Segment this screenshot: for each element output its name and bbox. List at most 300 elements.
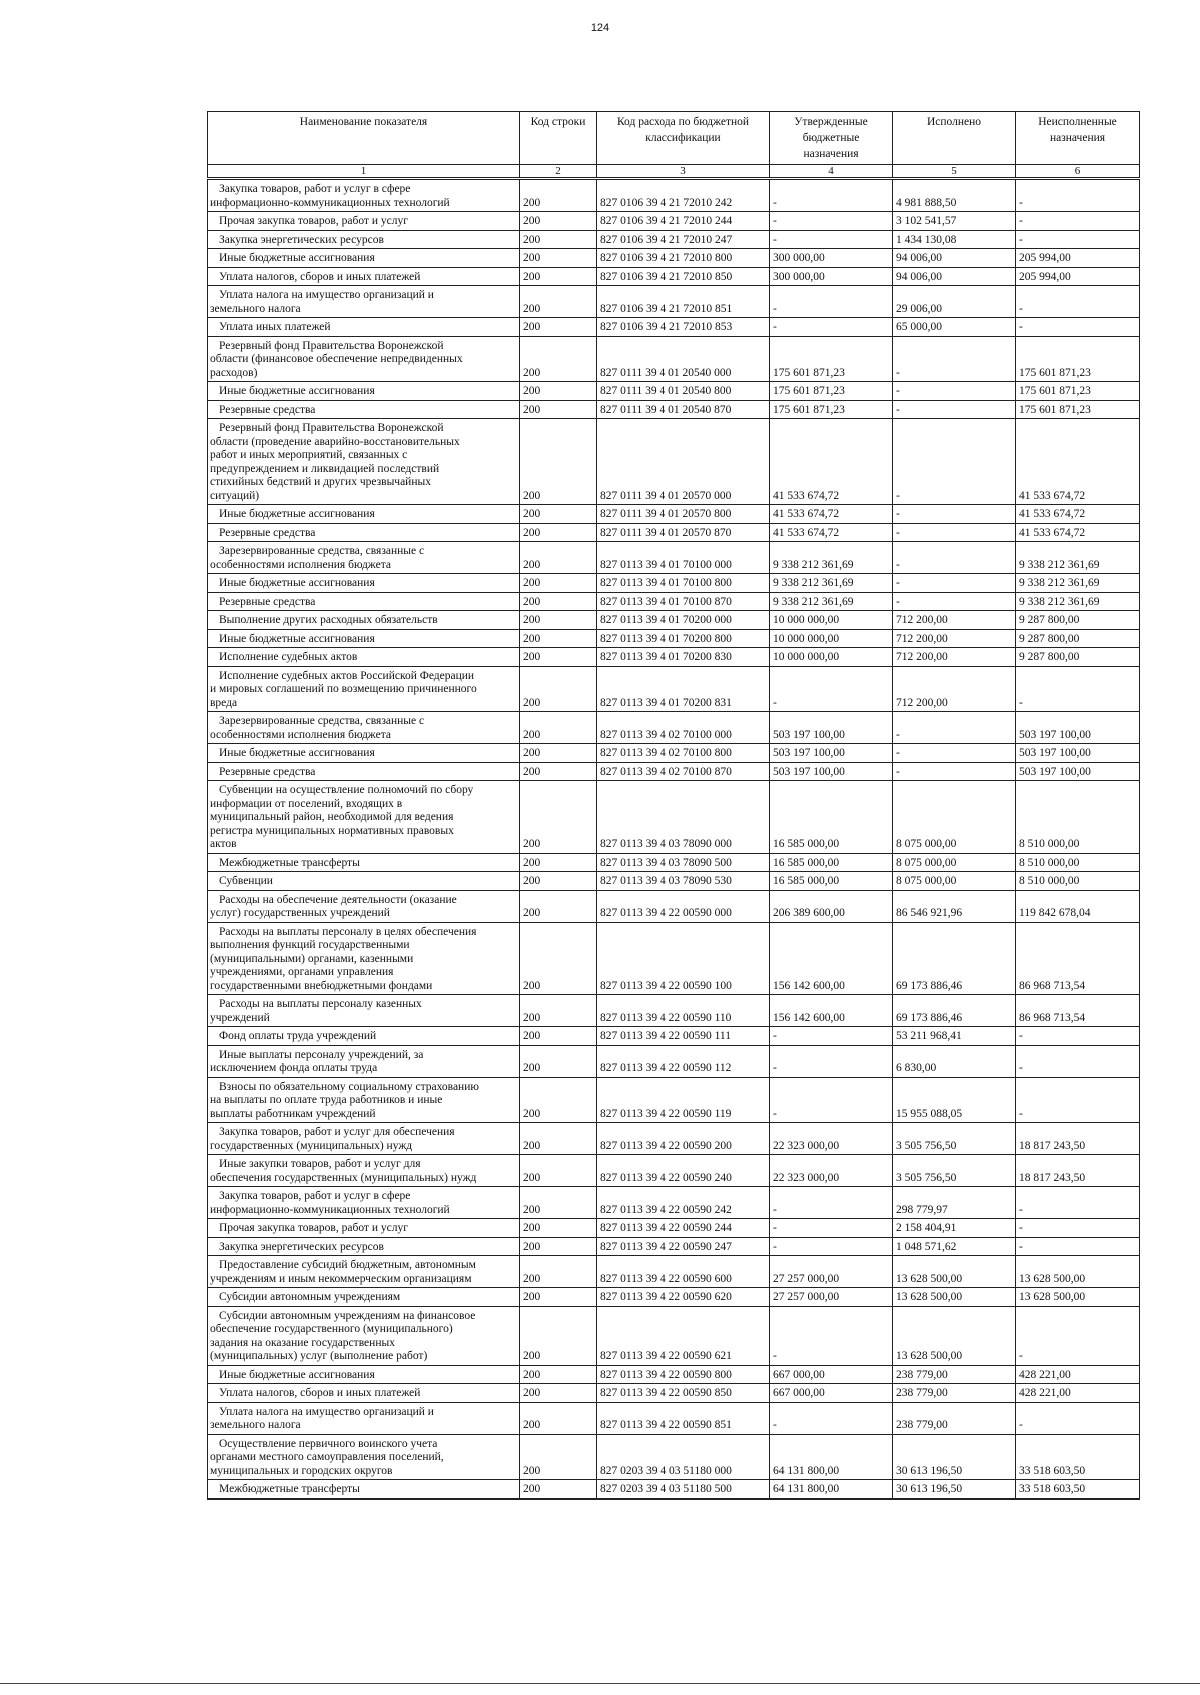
line-code: 200 (520, 419, 597, 505)
expense-code: 827 0106 39 4 21 72010 247 (597, 230, 770, 249)
expense-code: 827 0113 39 4 22 00590 600 (597, 1256, 770, 1288)
line-code: 200 (520, 995, 597, 1027)
line-code: 200 (520, 1027, 597, 1046)
line-code: 200 (520, 1288, 597, 1307)
indicator-name-line: Закупка товаров, работ и услуг в сфере (219, 1190, 411, 1202)
unexecuted-amount: 428 221,00 (1016, 1384, 1140, 1403)
indicator-name (208, 762, 520, 781)
indicator-name (208, 179, 520, 212)
page-number: 124 (590, 22, 610, 34)
indicator-name-line: обеспечение государственного (муниципального) (210, 1323, 453, 1335)
executed-amount: 238 779,00 (893, 1402, 1016, 1434)
table-row (208, 666, 1140, 712)
approved-amount: - (770, 666, 893, 712)
approved-amount: - (770, 179, 893, 212)
indicator-name-line: Субсидии автономным учреждениям (219, 1291, 401, 1303)
line-code: 200 (520, 1123, 597, 1155)
indicator-name-line: земельного налога (210, 1419, 301, 1431)
expense-code: 827 0113 39 4 22 00590 110 (597, 995, 770, 1027)
executed-amount: 1 048 571,62 (893, 1237, 1016, 1256)
unexecuted-amount: - (1016, 1237, 1140, 1256)
indicator-name (208, 1288, 520, 1307)
indicator-name-line: Иные бюджетные ассигнования (219, 385, 375, 397)
line-code: 200 (520, 1077, 597, 1123)
indicator-name-line: расходов) (210, 366, 258, 379)
approved-amount: 175 601 871,23 (770, 336, 893, 382)
expense-code: 827 0203 39 4 03 51180 500 (597, 1480, 770, 1499)
indicator-name-line: Уплата налогов, сборов и иных платежей (219, 1387, 421, 1399)
line-code: 200 (520, 286, 597, 318)
expense-code: 827 0106 39 4 21 72010 853 (597, 318, 770, 337)
unexecuted-amount: 205 994,00 (1016, 267, 1140, 286)
unexecuted-amount: - (1016, 1077, 1140, 1123)
indicator-name-line: на выплаты по оплате труда работников и иные (210, 1094, 443, 1106)
unexecuted-amount: 8 510 000,00 (1016, 853, 1140, 872)
indicator-name-line: учреждений (210, 1011, 270, 1024)
approved-amount: 503 197 100,00 (770, 744, 893, 763)
line-code: 200 (520, 853, 597, 872)
expense-code: 827 0113 39 4 01 70200 831 (597, 666, 770, 712)
indicator-name (208, 267, 520, 286)
indicator-name-line: Прочая закупка товаров, работ и услуг (219, 1222, 408, 1234)
indicator-name-line: Иные бюджетные ассигнования (219, 508, 375, 520)
indicator-name-line: Резервные средства (219, 595, 316, 608)
executed-amount: 65 000,00 (893, 318, 1016, 337)
table-row (208, 1237, 1140, 1256)
table-row (208, 712, 1140, 744)
approved-amount: 206 389 600,00 (770, 890, 893, 922)
unexecuted-amount: 9 338 212 361,69 (1016, 542, 1140, 574)
line-code: 200 (520, 781, 597, 854)
approved-amount: - (770, 1027, 893, 1046)
approved-amount: 175 601 871,23 (770, 400, 893, 419)
indicator-name (208, 318, 520, 337)
expense-code: 827 0113 39 4 22 00590 851 (597, 1402, 770, 1434)
expense-code: 827 0113 39 4 22 00590 620 (597, 1288, 770, 1307)
table-row (208, 1434, 1140, 1480)
indicator-name (208, 666, 520, 712)
executed-amount: 69 173 886,46 (893, 922, 1016, 995)
executed-amount: 8 075 000,00 (893, 872, 1016, 891)
table-row (208, 890, 1140, 922)
indicator-name-line: услуг) государственных учреждений (210, 907, 390, 919)
executed-amount: 3 505 756,50 (893, 1155, 1016, 1187)
indicator-name-line: Субвенции (219, 875, 273, 887)
table-row (208, 318, 1140, 337)
indicator-name-line: Зарезервированные средства, связанные с (219, 545, 425, 557)
approved-amount: 9 338 212 361,69 (770, 592, 893, 611)
expense-code: 827 0113 39 4 22 00590 100 (597, 922, 770, 995)
table-row (208, 922, 1140, 995)
executed-amount: - (893, 592, 1016, 611)
indicator-name (208, 336, 520, 382)
indicator-name-line: государственными внебюджетными фондами (210, 979, 433, 992)
indicator-name-line: области (финансовое обеспечение непредвиденных (210, 353, 463, 365)
indicator-name (208, 1306, 520, 1365)
table-row (208, 1365, 1140, 1384)
indicator-name-line: информации от поселений, входящих в (210, 797, 403, 810)
table-row (208, 995, 1140, 1027)
footer-divider (0, 1683, 1200, 1684)
table-row (208, 1480, 1140, 1499)
unexecuted-amount: 8 510 000,00 (1016, 872, 1140, 891)
expense-code: 827 0113 39 4 01 70100 800 (597, 574, 770, 593)
unexecuted-amount: 13 628 500,00 (1016, 1288, 1140, 1307)
indicator-name-line: особенностями исполнения бюджета (210, 558, 391, 571)
expense-code: 827 0203 39 4 03 51180 000 (597, 1434, 770, 1480)
expense-code: 827 0106 39 4 21 72010 850 (597, 267, 770, 286)
line-code: 200 (520, 523, 597, 542)
expense-code: 827 0113 39 4 22 00590 242 (597, 1187, 770, 1219)
indicator-name-line: регистра муниципальных нормативных правовых (210, 824, 454, 837)
line-code: 200 (520, 542, 597, 574)
approved-amount: 22 323 000,00 (770, 1123, 893, 1155)
table-row (208, 1155, 1140, 1187)
indicator-name-line: Субвенции на осуществление полномочий по сбору (219, 784, 474, 796)
table-column-number-row (208, 165, 1140, 179)
table-row (208, 400, 1140, 419)
indicator-name (208, 1155, 520, 1187)
indicator-name-line: муниципальный район, необходимой для ведения (210, 811, 454, 823)
line-code: 200 (520, 336, 597, 382)
approved-amount: - (770, 286, 893, 318)
indicator-name-line: учреждениям и иным некоммерческим организациям (210, 1272, 472, 1285)
unexecuted-amount: 33 518 603,50 (1016, 1480, 1140, 1499)
table-row (208, 286, 1140, 318)
line-code: 200 (520, 1219, 597, 1238)
unexecuted-amount: 18 817 243,50 (1016, 1123, 1140, 1155)
indicator-name-line: Иные бюджетные ассигнования (219, 252, 375, 264)
indicator-name (208, 853, 520, 872)
expense-code: 827 0113 39 4 01 70100 870 (597, 592, 770, 611)
executed-amount: - (893, 762, 1016, 781)
unexecuted-amount: 503 197 100,00 (1016, 744, 1140, 763)
indicator-name-line: государственных (муниципальных) нужд (210, 1139, 413, 1152)
table-row (208, 1219, 1140, 1238)
indicator-name-line: задания на оказание государственных (210, 1336, 395, 1349)
indicator-name-line: Резервные средства (219, 765, 316, 778)
unexecuted-amount: 13 628 500,00 (1016, 1256, 1140, 1288)
line-code: 200 (520, 382, 597, 401)
table-row (208, 1027, 1140, 1046)
table-row (208, 592, 1140, 611)
header-approved: Утвержденные бюджетные назначения (770, 112, 893, 165)
executed-amount: 3 505 756,50 (893, 1123, 1016, 1155)
indicator-name-line: и мировых соглашений по возмещению причиненного (210, 683, 477, 695)
indicator-name-line: (муниципальных) услуг (выполнение работ) (210, 1350, 428, 1362)
indicator-name (208, 400, 520, 419)
approved-amount: 64 131 800,00 (770, 1434, 893, 1480)
approved-amount: 16 585 000,00 (770, 853, 893, 872)
expense-code: 827 0113 39 4 01 70100 000 (597, 542, 770, 574)
expense-code: 827 0113 39 4 01 70200 800 (597, 629, 770, 648)
indicator-name-line: муниципальных и городских округов (210, 1464, 393, 1477)
executed-amount: 69 173 886,46 (893, 995, 1016, 1027)
line-code: 200 (520, 744, 597, 763)
table-row (208, 1288, 1140, 1307)
expense-code: 827 0111 39 4 01 20540 000 (597, 336, 770, 382)
unexecuted-amount: - (1016, 212, 1140, 231)
indicator-name (208, 1434, 520, 1480)
indicator-name-line: Межбюджетные трансферты (219, 1483, 360, 1495)
unexecuted-amount: 175 601 871,23 (1016, 382, 1140, 401)
executed-amount: 712 200,00 (893, 629, 1016, 648)
approved-amount: - (770, 1187, 893, 1219)
expense-code: 827 0106 39 4 21 72010 800 (597, 249, 770, 268)
line-code: 200 (520, 1365, 597, 1384)
expense-code: 827 0113 39 4 03 78090 500 (597, 853, 770, 872)
indicator-name (208, 781, 520, 854)
unexecuted-amount: 18 817 243,50 (1016, 1155, 1140, 1187)
approved-amount: 10 000 000,00 (770, 611, 893, 630)
unexecuted-amount: - (1016, 1027, 1140, 1046)
indicator-name-line: Резервные средства (219, 526, 316, 539)
line-code: 200 (520, 1434, 597, 1480)
approved-amount: - (770, 212, 893, 231)
line-code: 200 (520, 1237, 597, 1256)
table-row (208, 1123, 1140, 1155)
indicator-name (208, 922, 520, 995)
column-number: 2 (520, 165, 597, 179)
approved-amount: 156 142 600,00 (770, 995, 893, 1027)
indicator-name-line: Иные закупки товаров, работ и услуг для (219, 1158, 421, 1170)
indicator-name (208, 1365, 520, 1384)
table-row (208, 1045, 1140, 1077)
unexecuted-amount: 175 601 871,23 (1016, 336, 1140, 382)
indicator-name-line: земельного налога (210, 302, 301, 315)
executed-amount: 94 006,00 (893, 249, 1016, 268)
executed-amount: 13 628 500,00 (893, 1288, 1016, 1307)
line-code: 200 (520, 179, 597, 212)
approved-amount: 10 000 000,00 (770, 629, 893, 648)
column-number: 4 (770, 165, 893, 179)
expense-code: 827 0113 39 4 01 70200 000 (597, 611, 770, 630)
unexecuted-amount: - (1016, 1306, 1140, 1365)
executed-amount: - (893, 744, 1016, 763)
table-row (208, 629, 1140, 648)
expense-code: 827 0113 39 4 22 00590 000 (597, 890, 770, 922)
indicator-name-line: Закупка энергетических ресурсов (219, 233, 384, 246)
unexecuted-amount: 503 197 100,00 (1016, 712, 1140, 744)
indicator-name (208, 995, 520, 1027)
table-row (208, 505, 1140, 524)
expense-code: 827 0111 39 4 01 20570 870 (597, 523, 770, 542)
expense-code: 827 0113 39 4 03 78090 000 (597, 781, 770, 854)
unexecuted-amount: - (1016, 318, 1140, 337)
executed-amount: - (893, 542, 1016, 574)
line-code: 200 (520, 505, 597, 524)
unexecuted-amount: 428 221,00 (1016, 1365, 1140, 1384)
expense-code: 827 0113 39 4 22 00590 200 (597, 1123, 770, 1155)
header-expense-code: Код расхода по бюджетной классификации (597, 112, 770, 165)
line-code: 200 (520, 574, 597, 593)
table-row (208, 1402, 1140, 1434)
expense-code: 827 0113 39 4 22 00590 247 (597, 1237, 770, 1256)
expense-code: 827 0111 39 4 01 20570 800 (597, 505, 770, 524)
approved-amount: 9 338 212 361,69 (770, 542, 893, 574)
table-row (208, 542, 1140, 574)
indicator-name-line: выплаты работникам учреждений (210, 1107, 376, 1120)
approved-amount: 27 257 000,00 (770, 1288, 893, 1307)
table-row (208, 744, 1140, 763)
executed-amount: - (893, 505, 1016, 524)
line-code: 200 (520, 872, 597, 891)
indicator-name (208, 505, 520, 524)
expense-code: 827 0113 39 4 02 70100 870 (597, 762, 770, 781)
line-code: 200 (520, 762, 597, 781)
table-row (208, 212, 1140, 231)
executed-amount: 712 200,00 (893, 611, 1016, 630)
line-code: 200 (520, 230, 597, 249)
indicator-name-line: работ и иных мероприятий, связанных с (210, 449, 408, 461)
indicator-name-line: Фонд оплаты труда учреждений (219, 1030, 377, 1042)
indicator-name-line: Исполнение судебных актов Российской Федерации (219, 669, 475, 682)
line-code: 200 (520, 629, 597, 648)
executed-amount: 53 211 968,41 (893, 1027, 1016, 1046)
approved-amount: - (770, 1306, 893, 1365)
expense-code: 827 0106 39 4 21 72010 244 (597, 212, 770, 231)
indicator-name-line: обеспечения государственных (муниципальных) нужд (210, 1171, 477, 1184)
indicator-name-line: Расходы на выплаты персоналу в целях обеспечения (219, 925, 477, 938)
line-code: 200 (520, 666, 597, 712)
line-code: 200 (520, 212, 597, 231)
expense-code: 827 0106 39 4 21 72010 851 (597, 286, 770, 318)
indicator-name-line: Прочая закупка товаров, работ и услуг (219, 215, 408, 227)
indicator-name (208, 648, 520, 667)
approved-amount: - (770, 1077, 893, 1123)
approved-amount: 16 585 000,00 (770, 872, 893, 891)
approved-amount: 41 533 674,72 (770, 523, 893, 542)
indicator-name-line: (муниципальными) органами, казенными (210, 952, 414, 965)
line-code: 200 (520, 400, 597, 419)
table-row (208, 872, 1140, 891)
indicator-name-line: информационно-коммуникационных технологий (210, 196, 450, 209)
indicator-name-line: Субсидии автономным учреждениям на финансовое (219, 1309, 476, 1322)
unexecuted-amount: - (1016, 179, 1140, 212)
indicator-name (208, 1045, 520, 1077)
approved-amount: 300 000,00 (770, 267, 893, 286)
indicator-name-line: Межбюджетные трансферты (219, 856, 360, 869)
indicator-name-line: предупреждением и ликвидацией последствий (210, 462, 440, 475)
indicator-name (208, 1027, 520, 1046)
line-code: 200 (520, 648, 597, 667)
indicator-name-line: ситуаций) (210, 489, 260, 502)
indicator-name-line: Закупка товаров, работ и услуг для обеспечения (219, 1126, 455, 1138)
line-code: 200 (520, 1256, 597, 1288)
approved-amount: - (770, 230, 893, 249)
indicator-name-line: Иные бюджетные ассигнования (219, 1368, 375, 1381)
approved-amount: - (770, 1045, 893, 1077)
approved-amount: - (770, 1402, 893, 1434)
executed-amount: 8 075 000,00 (893, 853, 1016, 872)
expense-code: 827 0113 39 4 22 00590 850 (597, 1384, 770, 1403)
line-code: 200 (520, 318, 597, 337)
expense-code: 827 0113 39 4 22 00590 800 (597, 1365, 770, 1384)
executed-amount: 94 006,00 (893, 267, 1016, 286)
unexecuted-amount: - (1016, 230, 1140, 249)
indicator-name (208, 592, 520, 611)
executed-amount: - (893, 382, 1016, 401)
unexecuted-amount: 9 338 212 361,69 (1016, 574, 1140, 593)
approved-amount: 503 197 100,00 (770, 712, 893, 744)
indicator-name (208, 1384, 520, 1403)
expense-code: 827 0113 39 4 22 00590 240 (597, 1155, 770, 1187)
indicator-name-line: органами местного самоуправления поселений, (210, 1451, 444, 1463)
indicator-name-line: Иные бюджетные ассигнования (219, 747, 375, 759)
unexecuted-amount: 9 287 800,00 (1016, 629, 1140, 648)
indicator-name-line: Уплата налога на имущество организаций и (219, 1405, 434, 1418)
table-row (208, 762, 1140, 781)
indicator-name (208, 419, 520, 505)
approved-amount: - (770, 1237, 893, 1256)
line-code: 200 (520, 712, 597, 744)
header-executed: Исполнено (893, 112, 1016, 165)
line-code: 200 (520, 592, 597, 611)
indicator-name-line: Расходы на обеспечение деятельности (оказание (219, 893, 457, 906)
indicator-name (208, 249, 520, 268)
expense-code: 827 0113 39 4 02 70100 800 (597, 744, 770, 763)
executed-amount: 3 102 541,57 (893, 212, 1016, 231)
unexecuted-amount: 41 533 674,72 (1016, 419, 1140, 505)
indicator-name (208, 890, 520, 922)
expense-code: 827 0113 39 4 22 00590 621 (597, 1306, 770, 1365)
table-row (208, 382, 1140, 401)
unexecuted-amount: 41 533 674,72 (1016, 505, 1140, 524)
indicator-name (208, 712, 520, 744)
unexecuted-amount: 41 533 674,72 (1016, 523, 1140, 542)
executed-amount: 238 779,00 (893, 1365, 1016, 1384)
indicator-name-line: учреждениями, органами управления (210, 966, 394, 978)
executed-amount: 8 075 000,00 (893, 781, 1016, 854)
indicator-name-line: Осуществление первичного воинского учета (219, 1437, 438, 1450)
line-code: 200 (520, 1384, 597, 1403)
indicator-name (208, 872, 520, 891)
indicator-name-line: информационно-коммуникационных технологий (210, 1203, 450, 1216)
table-row (208, 853, 1140, 872)
indicator-name-line: актов (210, 838, 237, 850)
indicator-name-line: исключением фонда оплаты труда (210, 1062, 378, 1074)
expense-code: 827 0111 39 4 01 20570 000 (597, 419, 770, 505)
table-header-row (208, 112, 1140, 165)
indicator-name (208, 1256, 520, 1288)
table-row (208, 419, 1140, 505)
indicator-name (208, 286, 520, 318)
table-row (208, 611, 1140, 630)
table-row (208, 249, 1140, 268)
unexecuted-amount: 503 197 100,00 (1016, 762, 1140, 781)
header-indicator-name: Наименование показателя (208, 112, 520, 165)
approved-amount: 22 323 000,00 (770, 1155, 893, 1187)
column-number: 1 (208, 165, 520, 179)
indicator-name-line: особенностями исполнения бюджета (210, 728, 391, 741)
indicator-name-line: Иные бюджетные ассигнования (219, 632, 375, 645)
indicator-name-line: Иные бюджетные ассигнования (219, 577, 375, 589)
executed-amount: 298 779,97 (893, 1187, 1016, 1219)
indicator-name-line: вреда (210, 696, 238, 709)
indicator-name-line: Взносы по обязательному социальному страхованию (219, 1080, 479, 1093)
unexecuted-amount: - (1016, 1402, 1140, 1434)
line-code: 200 (520, 922, 597, 995)
table-row (208, 1384, 1140, 1403)
table-row (208, 1256, 1140, 1288)
line-code: 200 (520, 1155, 597, 1187)
indicator-name-line: Зарезервированные средства, связанные с (219, 715, 425, 727)
unexecuted-amount: 9 338 212 361,69 (1016, 592, 1140, 611)
line-code: 200 (520, 1187, 597, 1219)
indicator-name (208, 744, 520, 763)
indicator-name-line: Резервные средства (219, 403, 316, 416)
indicator-name (208, 523, 520, 542)
